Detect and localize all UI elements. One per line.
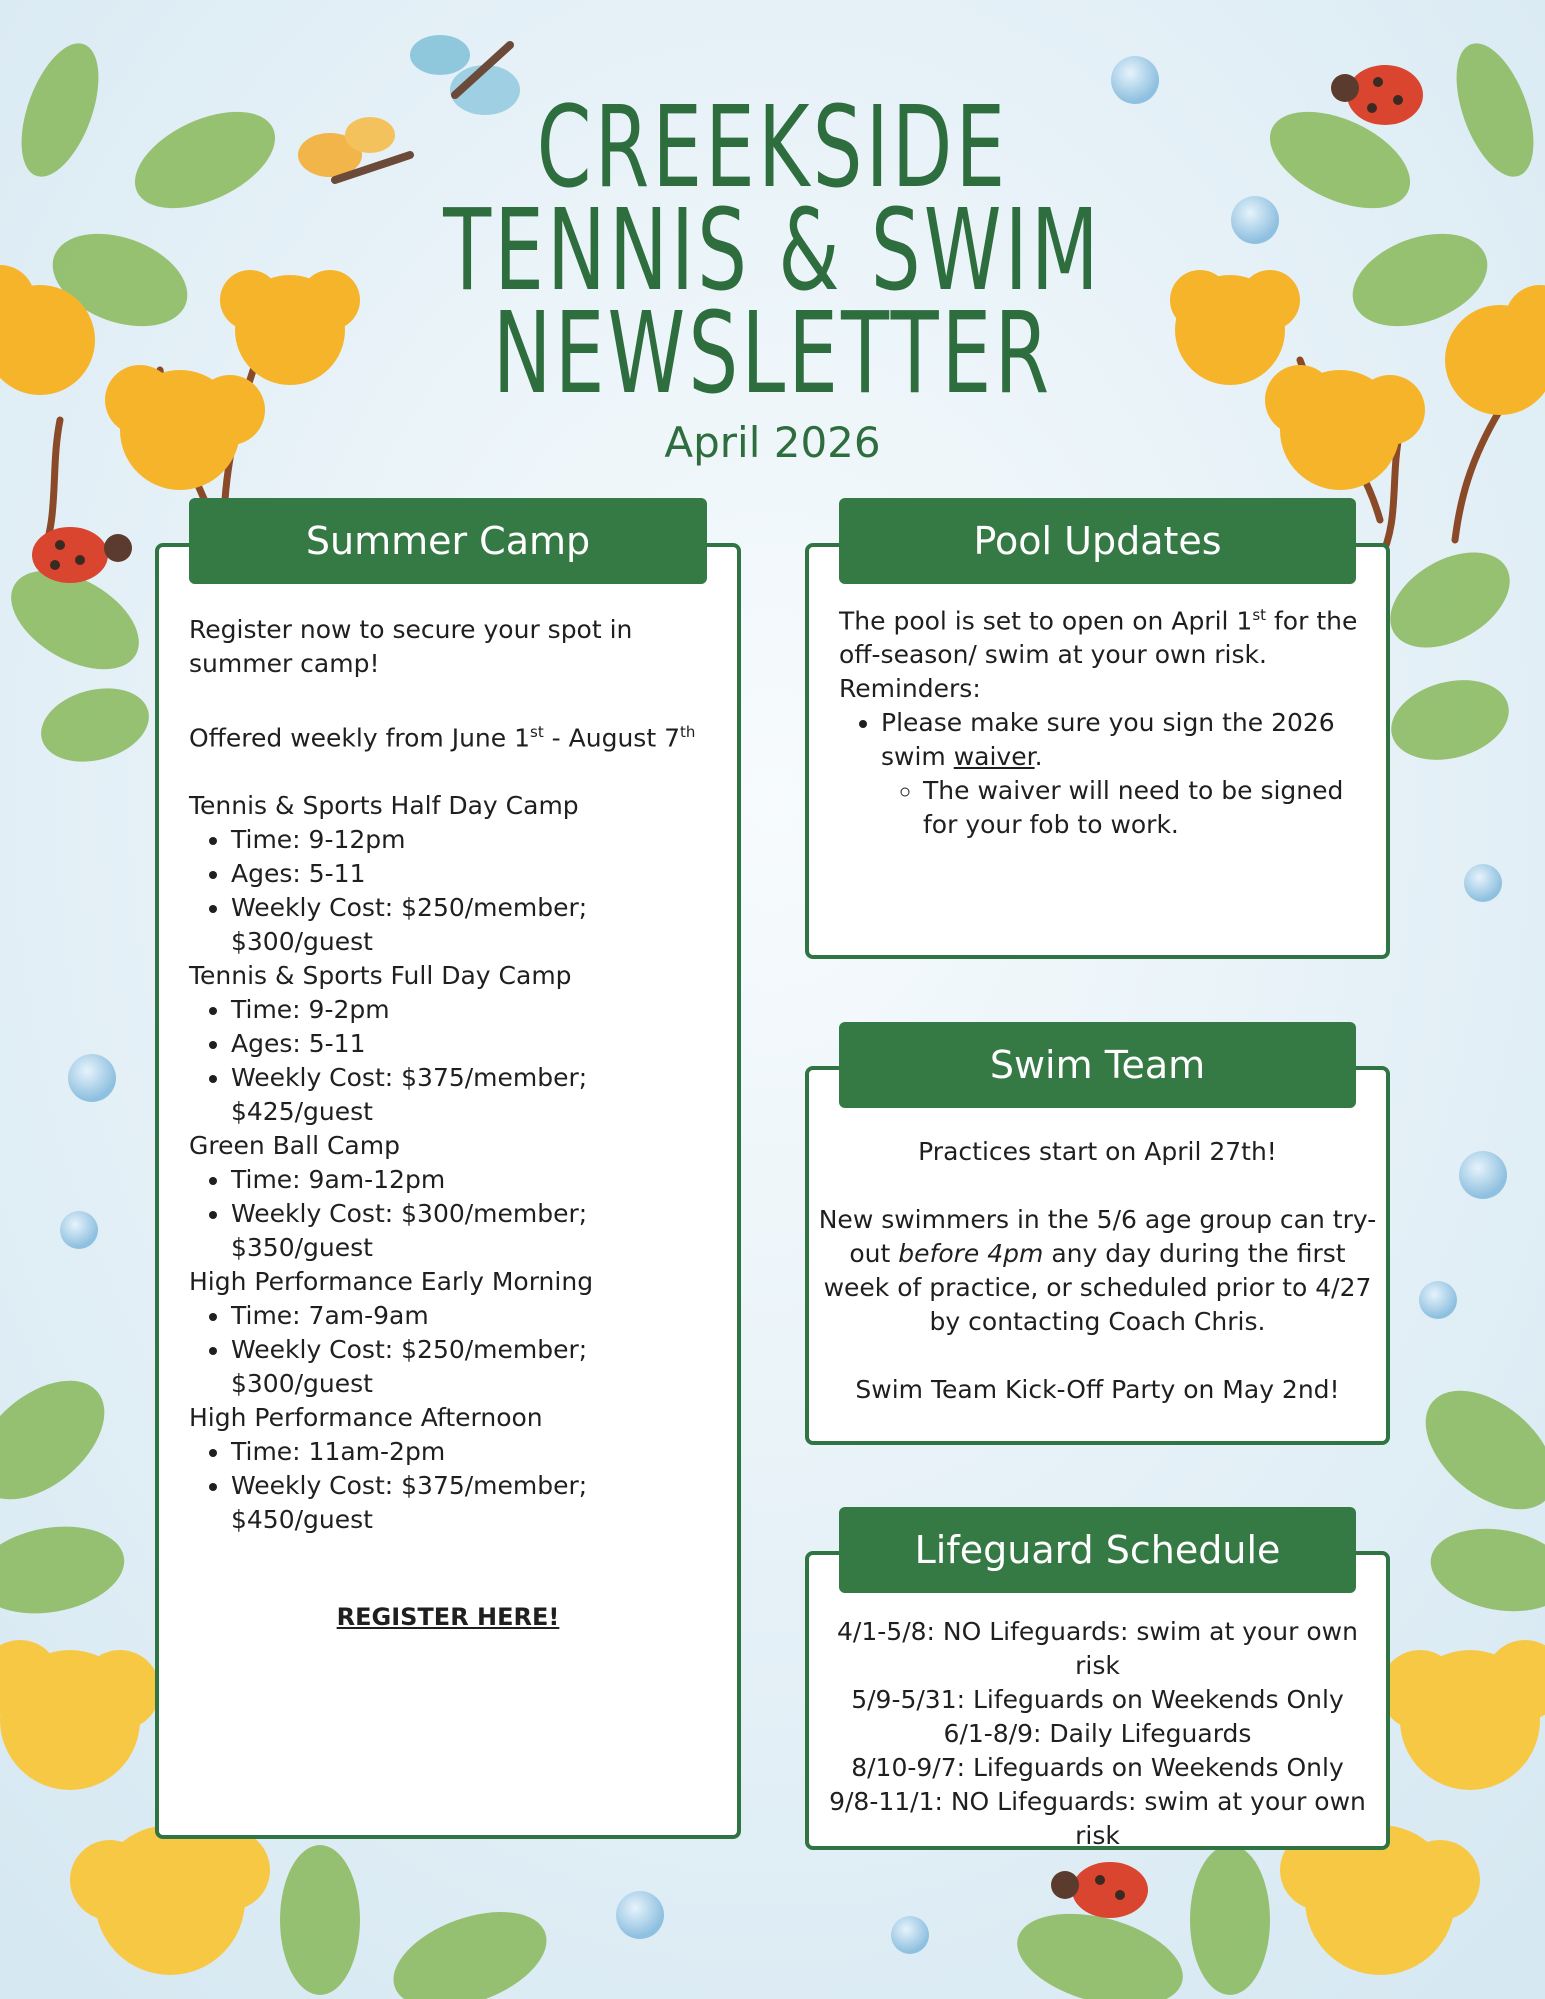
schedule-line: 8/10-9/7: Lifeguards on Weekends Only xyxy=(851,1753,1344,1782)
list-item: • Weekly Cost: $375/member; $425/guest xyxy=(231,1061,719,1129)
list-item: • Weekly Cost: $375/member; $450/guest xyxy=(231,1469,719,1537)
camp-name: Green Ball Camp xyxy=(189,1131,400,1161)
list-item: • Time: 9-12pm xyxy=(231,823,719,857)
camp-details xyxy=(189,1435,719,1537)
schedule-line: 9/8-11/1: NO Lifeguards: swim at your own risk xyxy=(829,1787,1366,1850)
camp-name: Tennis & Sports Full Day Camp xyxy=(189,961,572,991)
newsletter-date: April 2026 xyxy=(664,418,881,467)
pool-updates-body xyxy=(839,598,1369,842)
list-item: • Weekly Cost: $250/member; $300/guest xyxy=(231,891,719,959)
summer-camp-body xyxy=(189,613,719,1537)
practice-start-text: Practices start on April 27th! xyxy=(918,1137,1277,1166)
register-link[interactable]: REGISTER HERE! xyxy=(336,1603,560,1631)
title-line-2: TENNIS & SWIM xyxy=(443,186,1102,316)
list-item: • Time: 9-2pm xyxy=(231,993,719,1027)
camp-details xyxy=(189,1163,719,1265)
title-line-3: NEWSLETTER xyxy=(492,289,1053,419)
list-item: • Weekly Cost: $300/member; $350/guest xyxy=(231,1197,719,1265)
list-item: • Please make sure you sign the 2026 swim waiver. ◦ The waiver will need to be signed for your fob to work. xyxy=(881,706,1369,842)
list-item: • Ages: 5-11 xyxy=(231,857,719,891)
list-item: ◦ The waiver will need to be signed for your fob to work. xyxy=(923,774,1369,842)
swim-team-body xyxy=(815,1135,1380,1407)
summer-camp-dates: Offered weekly from June 1st - August 7th xyxy=(189,723,696,753)
camp-name: High Performance Afternoon xyxy=(189,1403,543,1433)
reminders-label: Reminders: xyxy=(839,674,981,704)
camp-name: High Performance Early Morning xyxy=(189,1267,594,1297)
summer-camp-heading: Summer Camp xyxy=(189,498,707,584)
camp-details xyxy=(189,1299,719,1401)
pool-updates-heading: Pool Updates xyxy=(839,498,1356,584)
reminders-list xyxy=(839,706,1369,842)
list-item: • Ages: 5-11 xyxy=(231,1027,719,1061)
lifeguard-heading: Lifeguard Schedule xyxy=(839,1507,1356,1593)
list-item: • Time: 11am-2pm xyxy=(231,1435,719,1469)
pool-open-text: The pool is set to open on April 1st for the off-season/ swim at your own risk. xyxy=(839,606,1358,670)
title-line-1: CREEKSIDE xyxy=(536,83,1009,213)
sub-list xyxy=(881,774,1369,842)
list-item: • Time: 7am-9am xyxy=(231,1299,719,1333)
lifeguard-body xyxy=(815,1615,1380,1853)
kickoff-text: Swim Team Kick-Off Party on May 2nd! xyxy=(855,1375,1340,1404)
summer-camp-intro: Register now to secure your spot in summer camp! xyxy=(189,615,633,678)
camp-details xyxy=(189,823,719,959)
waiver-link[interactable]: waiver xyxy=(953,742,1035,772)
tryout-text: New swimmers in the 5/6 age group can try-out before 4pm any day during the first week of practice, or scheduled prior to 4/27 by contacting Coach Chris. xyxy=(818,1205,1377,1336)
schedule-line: 5/9-5/31: Lifeguards on Weekends Only xyxy=(851,1685,1344,1714)
list-item: • Weekly Cost: $250/member; $300/guest xyxy=(231,1333,719,1401)
schedule-line: 6/1-8/9: Daily Lifeguards xyxy=(943,1719,1252,1748)
swim-team-heading: Swim Team xyxy=(839,1022,1356,1108)
camp-name: Tennis & Sports Half Day Camp xyxy=(189,791,579,821)
camp-details xyxy=(189,993,719,1129)
list-item: • Time: 9am-12pm xyxy=(231,1163,719,1197)
schedule-line: 4/1-5/8: NO Lifeguards: swim at your own risk xyxy=(837,1617,1358,1680)
